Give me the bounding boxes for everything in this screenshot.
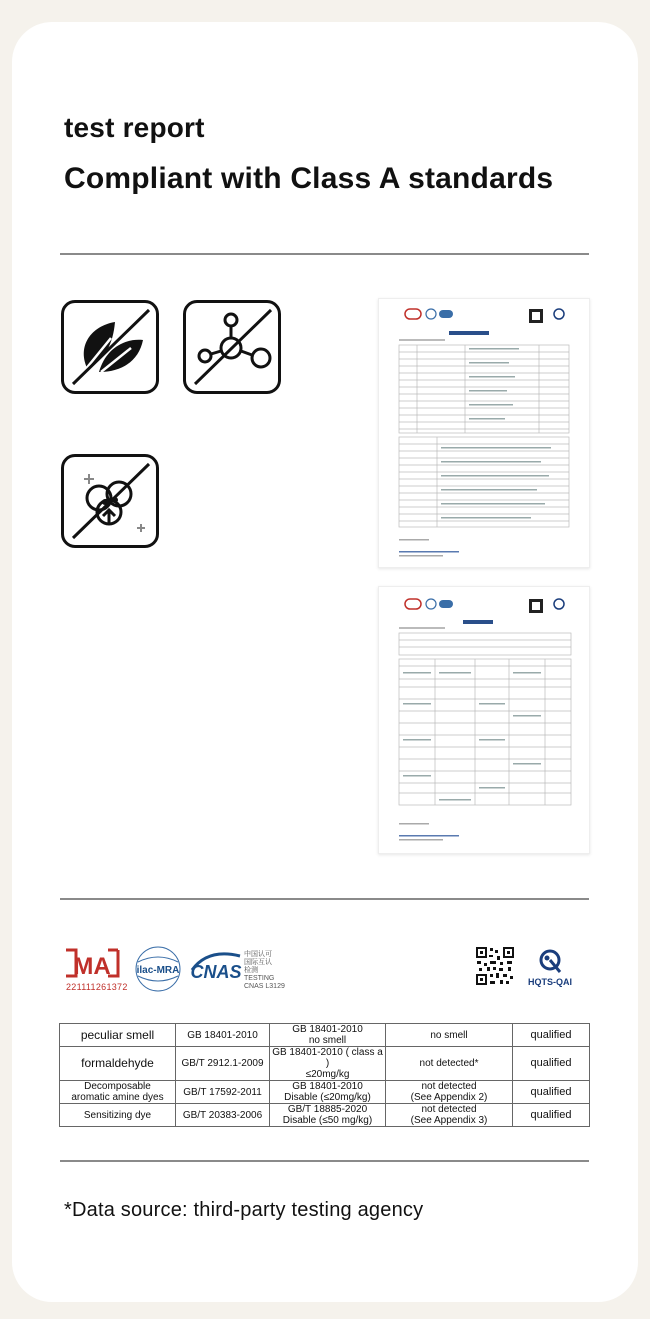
- table-row: [60, 1104, 590, 1127]
- table-cell-requirement: GB 18401-2010 no smell: [270, 1024, 386, 1047]
- table-cell-item: Decomposable aromatic amine dyes: [60, 1081, 176, 1104]
- cma-logo: [66, 950, 118, 980]
- test-results-table: [59, 1023, 590, 1127]
- table-row: [60, 1047, 590, 1081]
- hqts-label: HQTS-QAI: [528, 977, 572, 987]
- table-cell-verdict: qualified: [513, 1024, 590, 1047]
- table-cell-requirement: GB/T 18885-2020 Disable (≤50 mg/kg): [270, 1104, 386, 1127]
- table-cell-result: not detected*: [386, 1047, 513, 1081]
- qr-code-image: [475, 946, 515, 986]
- no-plant-extract-icon: [61, 300, 159, 394]
- table-row: [60, 1081, 590, 1104]
- table-cell-verdict: qualified: [513, 1104, 590, 1127]
- divider-top: [60, 253, 589, 255]
- data-source-footnote: *Data source: third-party testing agency: [64, 1199, 424, 1221]
- test-report-page-1-image: [378, 298, 590, 568]
- divider-bottom: [60, 1160, 589, 1162]
- table-cell-standard: GB/T 20383-2006: [176, 1104, 270, 1127]
- table-cell-verdict: qualified: [513, 1047, 590, 1081]
- cma-number: 221111261372: [66, 982, 128, 992]
- cma-label: MA: [73, 953, 111, 980]
- table-cell-standard: GB 18401-2010: [176, 1024, 270, 1047]
- table-cell-standard: GB/T 2912.1-2009: [176, 1047, 270, 1081]
- table-cell-requirement: GB 18401-2010 ( class a ) ≤20mg/kg: [270, 1047, 386, 1081]
- cnas-details: 中国认可 国际互认 检测 TESTING CNAS L3129: [244, 951, 285, 990]
- test-report-page-2-image: [378, 586, 590, 854]
- page-title: test report: [64, 112, 205, 143]
- divider-middle: [60, 898, 589, 900]
- table-cell-requirement: GB 18401-2010 Disable (≤20mg/kg): [270, 1081, 386, 1104]
- hqts-logo-icon: [536, 948, 566, 976]
- no-chemical-molecule-icon: [183, 300, 281, 394]
- table-cell-item: formaldehyde: [60, 1047, 176, 1081]
- page-subtitle: Compliant with Class A standards: [64, 162, 554, 195]
- table-cell-item: peculiar smell: [60, 1024, 176, 1047]
- ilac-mra-logo: [136, 947, 180, 991]
- table-cell-verdict: qualified: [513, 1081, 590, 1104]
- table-cell-standard: GB/T 17592-2011: [176, 1081, 270, 1104]
- cnas-logo: [190, 954, 241, 982]
- table-cell-result: not detected (See Appendix 2): [386, 1081, 513, 1104]
- cnas-label: CNAS: [190, 962, 242, 982]
- no-allergen-icon: [61, 454, 159, 548]
- ilac-label: ilac-MRA: [136, 965, 180, 976]
- table-cell-item: Sensitizing dye: [60, 1104, 176, 1127]
- table-row: [60, 1024, 590, 1047]
- table-cell-result: not detected (See Appendix 3): [386, 1104, 513, 1127]
- table-cell-result: no smell: [386, 1024, 513, 1047]
